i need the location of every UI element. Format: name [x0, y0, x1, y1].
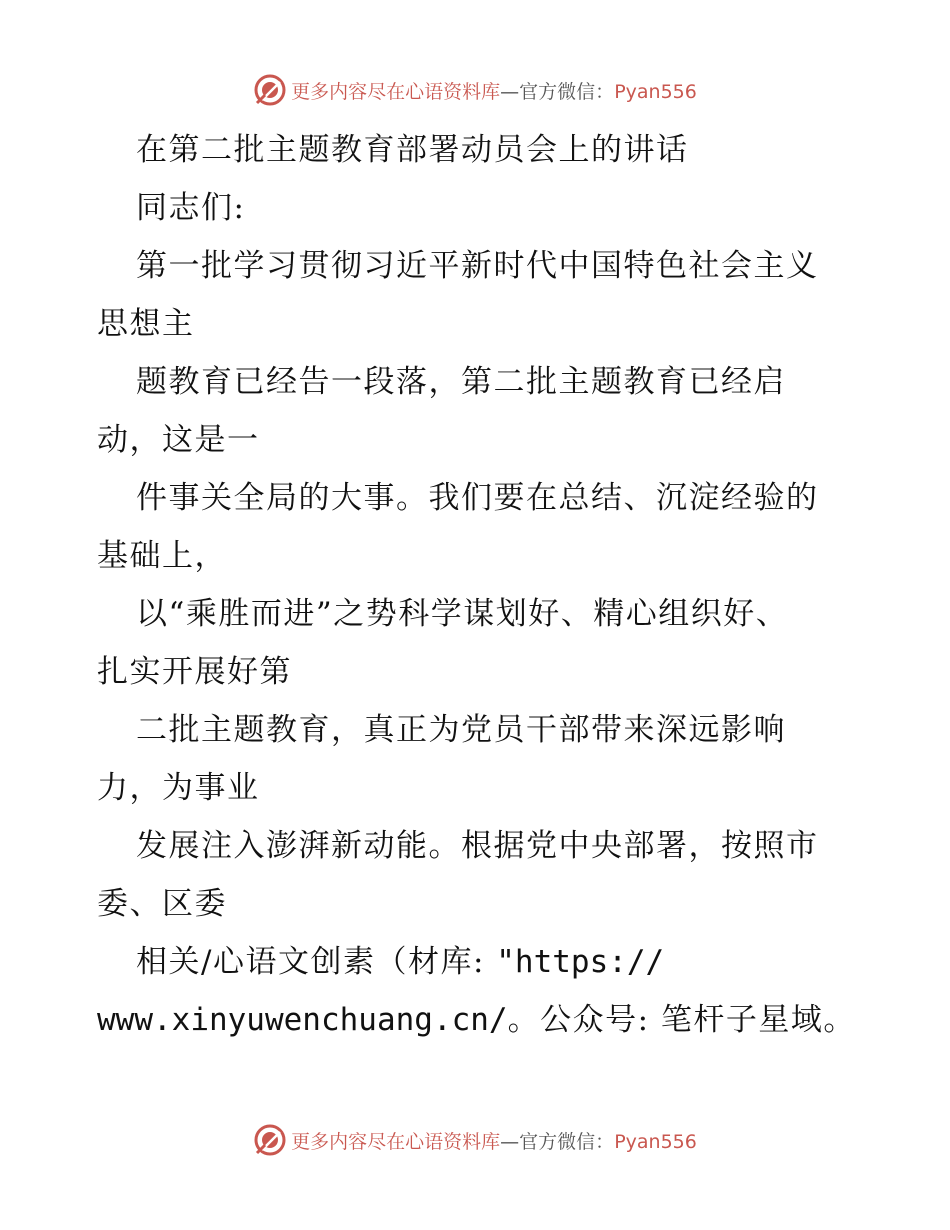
source-url: www.xinyuwenchuang.cn/ — [97, 1002, 508, 1038]
source-line — [136, 942, 664, 982]
paragraph-line: 思想主 — [97, 306, 195, 342]
banner-wechat-id: Pyan556 — [614, 80, 697, 103]
paragraph-line: 扎实开展好第 — [97, 654, 292, 690]
banner-dash: — — [500, 1130, 520, 1153]
seal-logo-icon — [253, 1123, 287, 1157]
paragraph-line: 基础上， — [97, 538, 227, 574]
paragraph-line: 发展注入澎湃新动能。根据党中央部署，按照市 — [136, 828, 819, 864]
banner-inner — [253, 73, 697, 107]
banner-text — [291, 1127, 697, 1154]
paragraph-line: 以“乘胜而进”之势科学谋划好、精心组织好、 — [136, 596, 789, 632]
paragraph-line: 力，为事业 — [97, 770, 260, 806]
banner-dash: — — [500, 80, 520, 103]
document-title: 在第二批主题教育部署动员会上的讲话 — [136, 132, 689, 168]
source-account: 。公众号: 笔杆子星域。 — [507, 1002, 856, 1038]
footer-banner — [0, 1120, 950, 1160]
banner-main-text: 更多内容尽在心语资料库 — [291, 80, 501, 103]
document-salutation: 同志们: — [136, 190, 246, 226]
source-label: 相关/心语文创素（材库: — [136, 944, 497, 980]
banner-wechat-id: Pyan556 — [614, 1130, 697, 1153]
banner-main-text: 更多内容尽在心语资料库 — [291, 1130, 501, 1153]
paragraph-line: 动，这是一 — [97, 422, 260, 458]
paragraph-line: 第一批学习贯彻习近平新时代中国特色社会主义 — [136, 248, 819, 284]
paragraph-line: 二批主题教育，真正为党员干部带来深远影响 — [136, 712, 786, 748]
banner-wechat-label: 官方微信： — [519, 80, 615, 103]
source-url-start: "https:// — [496, 944, 665, 980]
source-line-2 — [97, 1000, 856, 1040]
header-banner — [0, 70, 950, 110]
paragraph-line: 委、区委 — [97, 886, 227, 922]
banner-inner — [253, 1123, 697, 1157]
paragraph-line: 题教育已经告一段落，第二批主题教育已经启 — [136, 364, 786, 400]
seal-logo-icon — [253, 73, 287, 107]
banner-wechat-label: 官方微信： — [519, 1130, 615, 1153]
paragraph-line: 件事关全局的大事。我们要在总结、沉淀经验的 — [136, 480, 819, 516]
banner-text — [291, 77, 697, 104]
